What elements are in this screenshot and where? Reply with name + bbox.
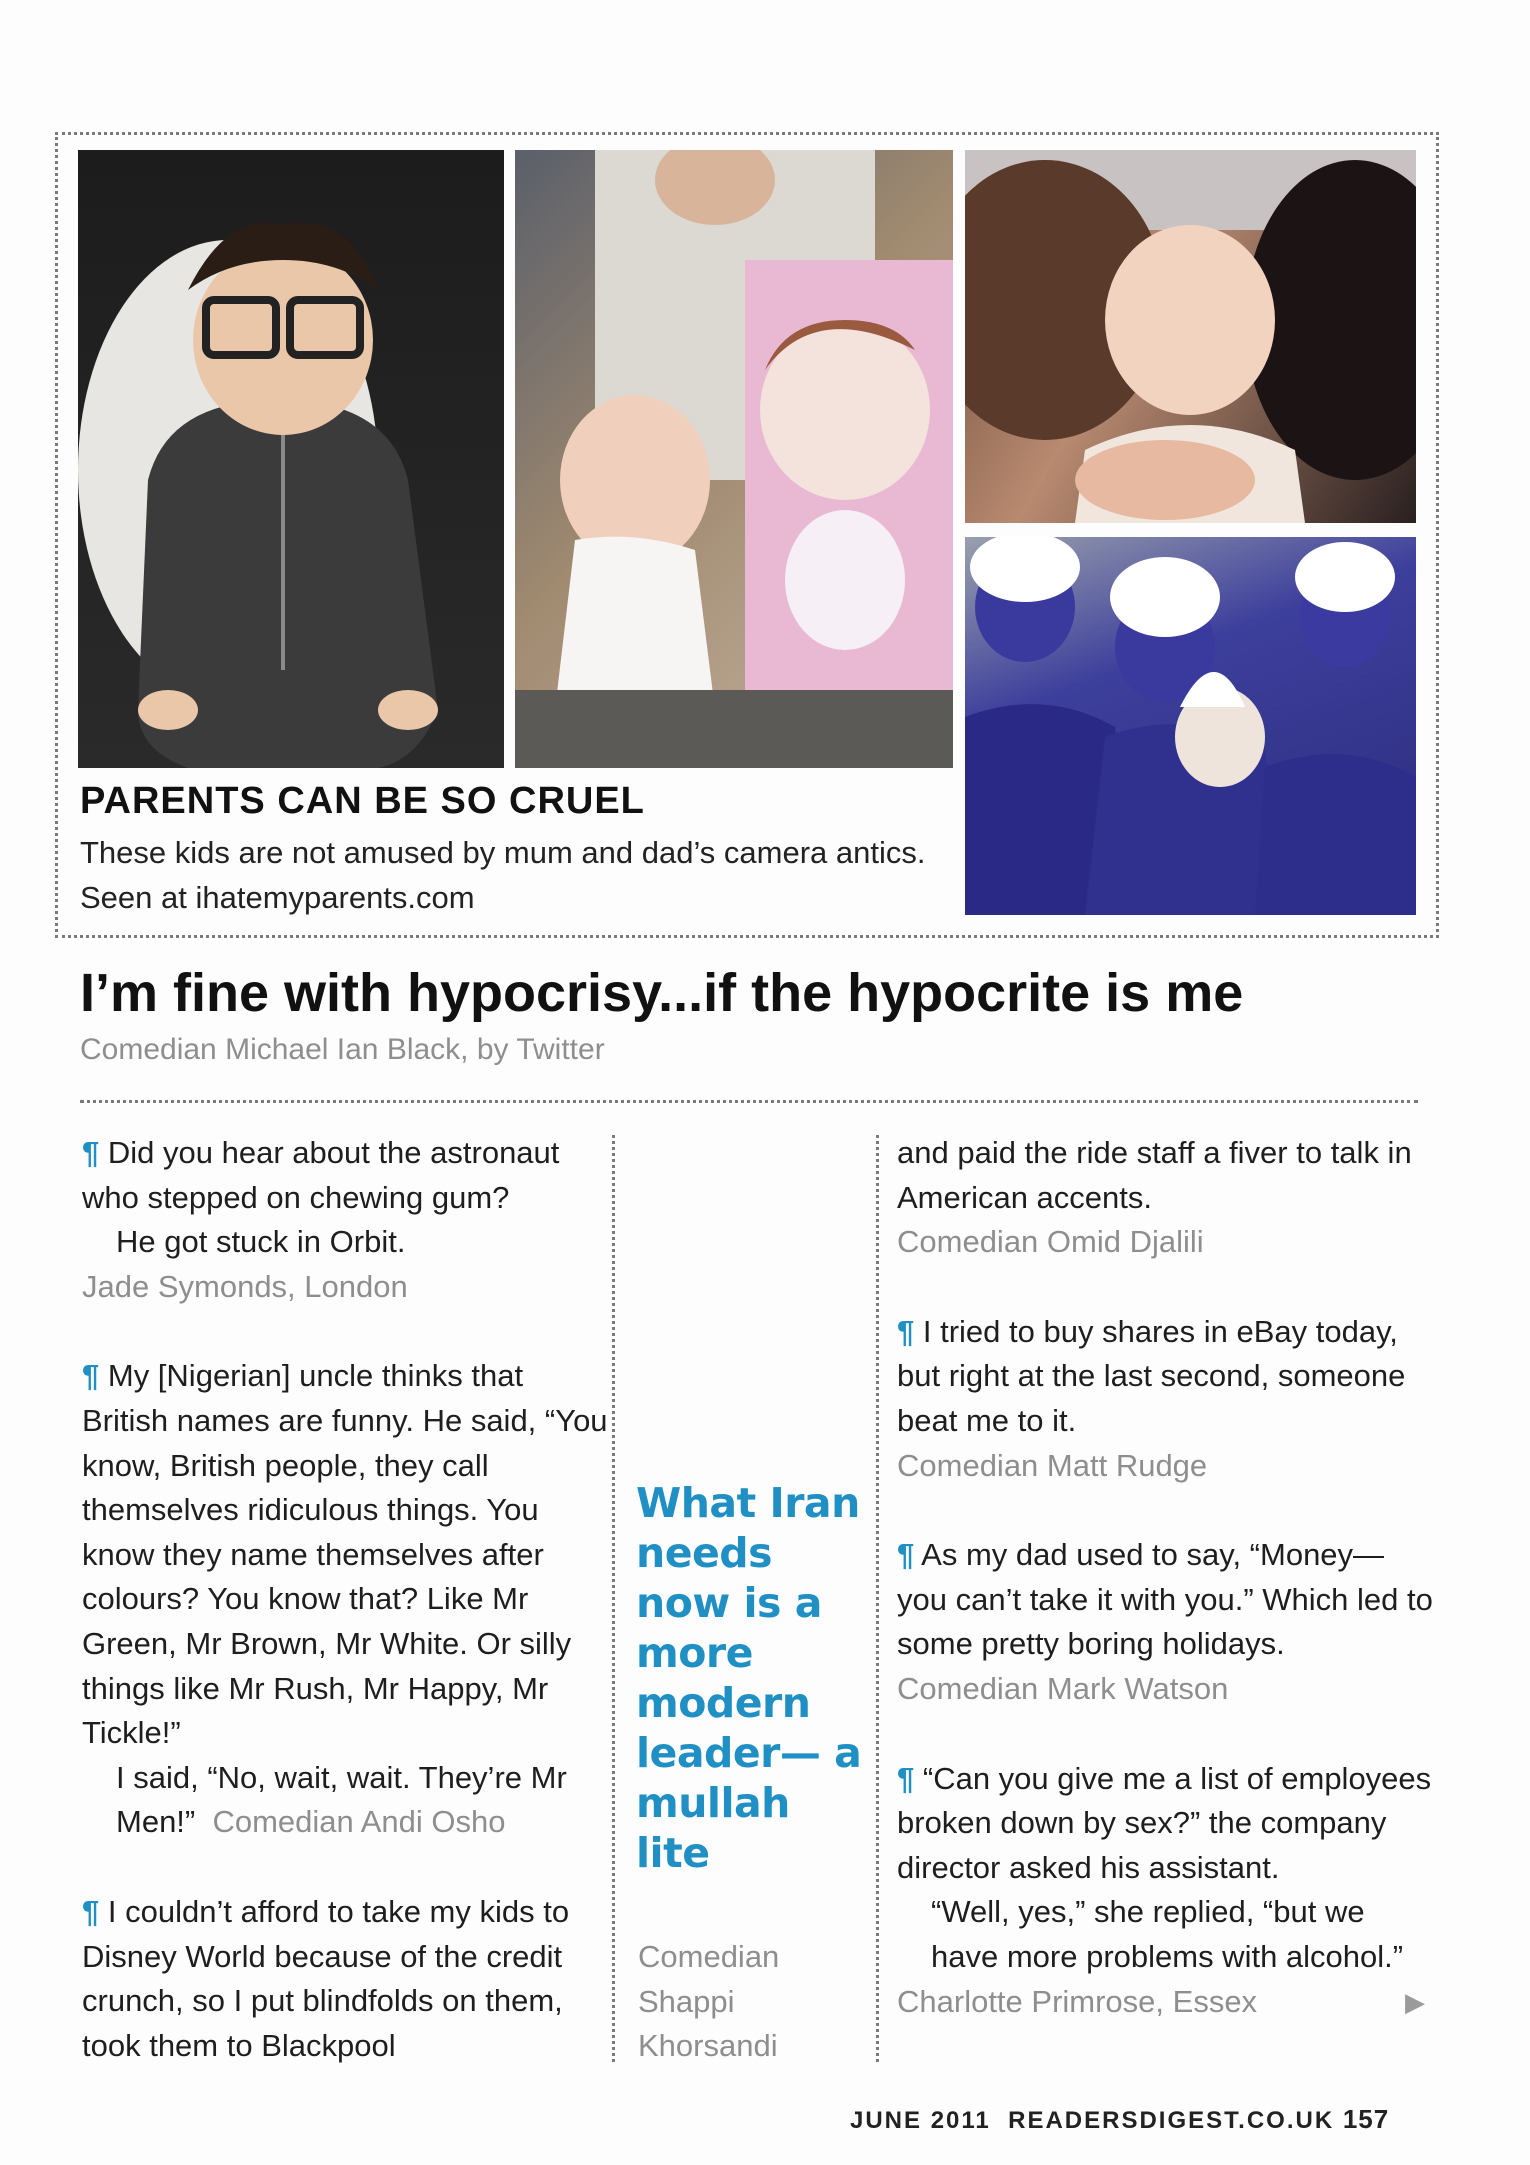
joke-text: ¶ “Can you give me a list of employees broken down by sex?” the company director asked his assistant. <box>897 1760 1432 1885</box>
pull-quote-attribution: Comedian Shappi Khorsandi <box>638 1939 780 2064</box>
baby-with-caricature-photo <box>515 150 953 768</box>
joke-punchline: I said, “No, wait, wait. They’re Mr Men!” Comedian Andi Osho <box>116 1759 567 1840</box>
photo-box-title: PARENTS CAN BE SO CRUEL <box>80 780 645 822</box>
headline-attribution: Comedian Michael Ian Black, by Twitter <box>80 1033 605 1066</box>
joke-text: ¶ My [Nigerian] uncle thinks that British names are funny. He said, “You know, British people, they call themselves ridiculous things. You know they name themselves after colours? You know that? Like Mr Green, Mr Brown, Mr White. Or silly things like Mr Rush, Mr Happy, Mr Tickle!” <box>82 1358 608 1751</box>
pull-quote: What Iran needs now is a more modern leader— a mullah lite <box>636 1479 862 1877</box>
column-divider <box>876 1135 879 2062</box>
divider <box>80 1100 1418 1103</box>
joke-attribution: Comedian Omid Djalili <box>897 1224 1204 1260</box>
joke-punchline: He got stuck in Orbit. <box>116 1224 406 1260</box>
baby-in-glasses-photo <box>78 150 504 768</box>
page-footer <box>850 2104 1389 2135</box>
joke-attribution: Comedian Mark Watson <box>897 1670 1229 1706</box>
joke-attribution-line <box>897 1980 1437 2025</box>
joke-text: ¶ I couldn’t afford to take my kids to Disney World because of the credit crunch, so I put blindfolds on them, took them to Blackpool <box>82 1893 570 2063</box>
site-name: READERSDIGEST.CO.UK <box>1008 2107 1335 2134</box>
joke-attribution: Charlotte Primrose, Essex <box>897 1983 1258 2019</box>
joke-attribution: Comedian Matt Rudge <box>897 1447 1208 1483</box>
issue-date: JUNE 2011 <box>850 2107 991 2134</box>
joke-attribution: Jade Symonds, London <box>82 1268 408 1304</box>
pilcrow-icon: ¶ <box>897 1313 915 1349</box>
photo-box-caption: These kids are not amused by mum and dad’s camera antics. Seen at ihatemyparents.com <box>80 835 926 915</box>
baby-kissed-by-parents-photo <box>965 150 1416 523</box>
pilcrow-icon: ¶ <box>82 1358 100 1394</box>
pilcrow-icon: ¶ <box>897 1760 915 1796</box>
pilcrow-icon: ¶ <box>82 1135 100 1170</box>
column-divider <box>612 1135 615 2062</box>
headline-quote: I’m fine with hypocrisy...if the hypocrite is me <box>80 963 1244 1023</box>
joke-attribution: Comedian Andi Osho <box>212 1804 506 1840</box>
jokes-column-right <box>897 1131 1437 2024</box>
pilcrow-icon: ¶ <box>897 1537 915 1573</box>
page-number: 157 <box>1342 2104 1390 2134</box>
joke-text: ¶ I tried to buy shares in eBay today, but right at the last second, someone beat me to it. <box>897 1313 1406 1438</box>
joke-continued: and paid the ride staff a fiver to talk in American accents. <box>897 1135 1412 1215</box>
baby-in-smurf-costume-photo <box>965 537 1416 915</box>
joke-text: ¶ Did you hear about the astronaut who stepped on chewing gum? <box>82 1135 560 1215</box>
continue-arrow-icon: ▶ <box>1405 1986 1425 2017</box>
joke-punchline: “Well, yes,” she replied, “but we have more problems with alcohol.” <box>931 1894 1404 1974</box>
pilcrow-icon: ¶ <box>82 1893 100 1929</box>
jokes-column-left <box>82 1131 612 2068</box>
joke-text: ¶ As my dad used to say, “Money— you can’t take it with you.” Which led to some pretty boring holidays. <box>897 1537 1433 1662</box>
